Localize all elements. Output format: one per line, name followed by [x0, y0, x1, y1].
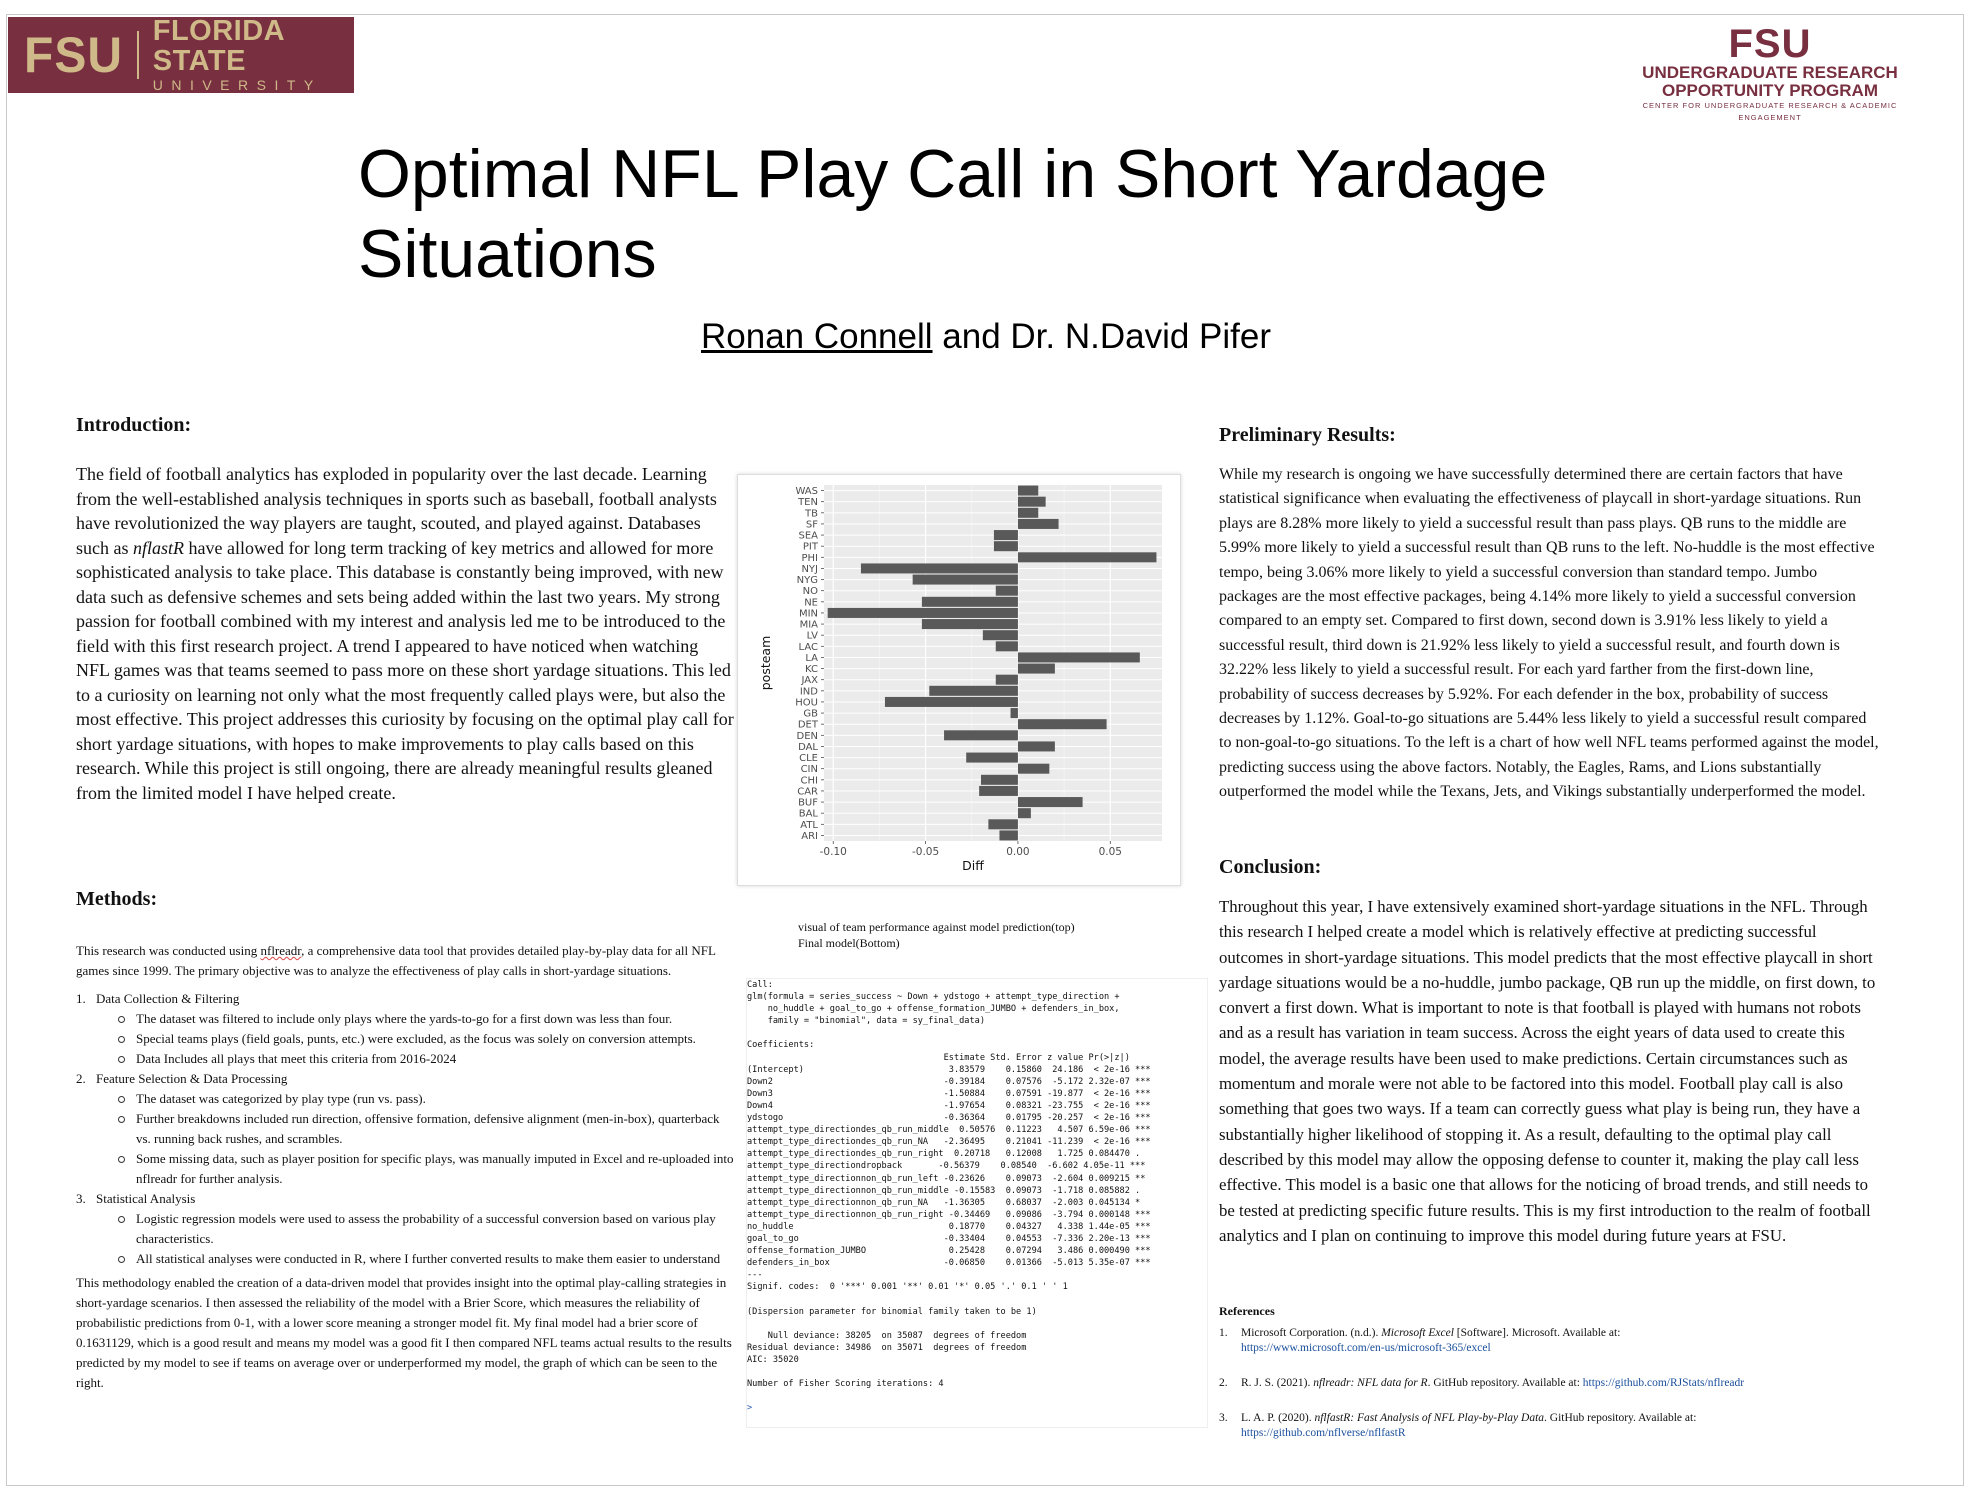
- r-output-line: Call:: [747, 980, 773, 990]
- figure-caption-line2: Final model(Bottom): [798, 936, 900, 950]
- methods-heading: Methods:: [76, 888, 158, 910]
- r-output-line: Down4 -1.97654 0.08321 -23.755 < 2e-16 ***: [747, 1100, 1151, 1111]
- y-tick-label: CAR: [797, 786, 818, 798]
- r-output-line: attempt_type_directionnon_qb_run_left -0.23626 0.09073 -2.604 0.009215 **: [747, 1173, 1146, 1184]
- bar-bal: [1018, 808, 1031, 818]
- fsu-logo-name-line1: FLORIDA STATE: [152, 15, 285, 77]
- poster-title-line2: Situations: [358, 216, 657, 292]
- y-tick-label: CHI: [800, 775, 818, 787]
- bar-la: [1018, 652, 1140, 662]
- methods-item: Special teams plays (field goals, punts, etc.) were excluded, as the focus was solely on conversion attempts.: [116, 1029, 736, 1049]
- bar-cle: [966, 753, 1018, 763]
- bar-ten: [1018, 497, 1046, 507]
- methods-step-items: [96, 1209, 736, 1269]
- r-output-line: no_huddle + goal_to_go + offense_formation_JUMBO + defenders_in_box,: [747, 1004, 1120, 1015]
- methods-item: The dataset was filtered to include only plays where the yards-to-go for a first down was less than four.: [116, 1009, 736, 1029]
- chart-svg: [738, 475, 1180, 885]
- methods-item: Logistic regression models were used to assess the probability of a successful conversion based on various play characteristics.: [116, 1209, 736, 1249]
- r-output-line: AIC: 35020: [747, 1354, 799, 1365]
- urop-logo-mark: FSU: [1728, 22, 1812, 66]
- reference-link[interactable]: https://www.microsoft.com/en-us/microsoft-365/excel: [1241, 1342, 1491, 1354]
- bar-atl: [988, 819, 1018, 829]
- methods-step-items: [96, 1009, 736, 1069]
- y-tick-label: PIT: [802, 541, 818, 553]
- bar-ari: [999, 830, 1017, 840]
- bar-ne: [922, 597, 1018, 607]
- reference-pre: R. J. S. (2021).: [1241, 1377, 1314, 1389]
- figure-caption-line1: visual of team performance against model prediction(top): [798, 920, 1075, 934]
- methods-step: [76, 1069, 736, 1189]
- conclusion-heading: Conclusion:: [1219, 856, 1322, 878]
- bar-ind: [929, 686, 1018, 696]
- r-output-line: goal_to_go -0.33404 0.04553 -7.336 2.20e-13 ***: [747, 1233, 1151, 1244]
- reference-post: . GitHub repository. Available at:: [1544, 1412, 1697, 1424]
- methods-closing: This methodology enabled the creation of a data-driven model that provides insight into the optimal play-calling strategies in short-yardage scenarios. I then assessed the reliability of the model with a Brier Score, which measures the reliability of probabilistic predictions from 0-1, with a lower score meaning a stronger model fit. My final model had a brier score of 0.1631129, which is a good result and means my model was a good fit I then compared NFL teams actual results to the results predicted by my model to see if teams on average over or underperformed my model, the graph of which can be seen to the right.: [76, 1275, 732, 1390]
- bar-sf: [1018, 519, 1059, 529]
- results-heading: Preliminary Results:: [1219, 424, 1396, 446]
- r-output-line: attempt_type_directiondes_qb_run_right 0.20718 0.12008 1.725 0.084470 .: [747, 1149, 1141, 1160]
- bar-phi: [1018, 552, 1157, 562]
- x-tick-label: 0.05: [1098, 846, 1122, 858]
- poster-title: [358, 134, 1658, 294]
- r-output-line: attempt_type_directiondes_qb_run_NA -2.36495 0.21041 -11.239 < 2e-16 ***: [747, 1137, 1151, 1148]
- y-tick-label: DET: [797, 719, 818, 731]
- r-output-line: attempt_type_directionnon_qb_run_middle -0.15583 0.09073 -1.718 0.085882 .: [747, 1185, 1141, 1196]
- y-tick-label: JAX: [801, 675, 818, 687]
- y-tick-label: DEN: [796, 730, 818, 742]
- r-output-line: (Dispersion parameter for binomial family taken to be 1): [747, 1306, 1037, 1317]
- reference-link[interactable]: https://github.com/nflverse/nflfastR: [1241, 1427, 1406, 1439]
- reference-item: [1219, 1376, 1859, 1391]
- r-output-line: [747, 1027, 1207, 1039]
- r-output-line: ---: [747, 1270, 763, 1281]
- introduction-text-a: The field of football analytics has exploded in popularity over the last decade. Learning from the well-established analysis techniques in sports such as baseball, football analysts have revolutionized the way players are taught, scouted, and played against. Databases such as: [76, 464, 717, 558]
- x-tick-label: -0.10: [819, 846, 847, 858]
- introduction-heading: Introduction:: [76, 414, 192, 436]
- introduction-text-b: have allowed for long term tracking of key metrics and allowed for more sophisticated analysis to take place. This database is constantly being improved, with new data such as defensive schemes and sets being added within the last two years. My strong passion for football combined with my interest and analysis led me to be introduced to the field with this first research project. A trend I appeared to have noticed when watching NFL games was that teams seemed to pass more on these short yardage situations. This led to a curiosity on learning not only what the most frequently called plays were, but also the most effective. This project addresses this curiosity by focusing on the optimal play call for short yardage situations, with hopes to make improvements to play calls based on this research. While this project is still ongoing, there are already meaningful results gleaned from the limited model I have helped create.: [76, 537, 734, 803]
- methods-steps: [76, 989, 736, 1269]
- methods-step: [76, 989, 736, 1069]
- bar-den: [944, 730, 1018, 740]
- r-output-line: Down2 -0.39184 0.07576 -5.172 2.32e-07 ***: [747, 1076, 1151, 1087]
- bar-jax: [996, 675, 1018, 685]
- y-tick-label: DAL: [798, 741, 818, 753]
- y-tick-label: BUF: [798, 797, 818, 809]
- bar-lv: [983, 630, 1018, 640]
- urop-logo-line2: OPPORTUNITY PROGRAM: [1662, 81, 1878, 100]
- bar-sea: [994, 530, 1018, 540]
- r-model-output: [746, 978, 1208, 1428]
- reference-item: [1219, 1411, 1859, 1441]
- y-tick-label: ATL: [800, 819, 818, 831]
- methods-step-title: Data Collection & Filtering: [96, 991, 240, 1006]
- fsu-logo-name-line2: UNIVERSITY: [152, 77, 322, 93]
- reference-post: . GitHub repository. Available at:: [1427, 1377, 1583, 1389]
- authors: [0, 317, 1972, 357]
- y-axis-label: posteam: [758, 635, 773, 691]
- bar-tb: [1018, 508, 1038, 518]
- introduction-italic: nflastR: [133, 537, 185, 558]
- bar-pit: [994, 541, 1018, 551]
- methods-intro-a: This research was conducted using: [76, 943, 261, 958]
- methods-step-num: 3.: [76, 1191, 86, 1206]
- conclusion-body: Throughout this year, I have extensively examined short-yardage situations in the NFL. Through this research I helped create a model which is relatively effective at predicting successful outcomes in short-yardage situations. This model predicts that the most effective playcall in short yardage situations would be a no-huddle, jumbo package, QB run up the middle, on first down, to convert a first down. What is important to note is that football is played with humans not robots and as a result has variation in team success. Across the eight years of data used to create this model, the average results have been used to make predictions. Certain circumstances such as momentum and morale were not able to be factored into this model. Football play call is also something that goes two ways. If a team can correctly guess what play is being run, they have a substantially higher likelihood of stopping it. As a result, defaulting to the optimal play call described by this model may allow the opposing defense to counter it, making the play call less effective. This model is a basic one that allows for the noticing of broad trends, and still needs to be tested at predicting specific future results. This is my first introduction to the realm of football analytics and I plan on continuing to improve this model during future years at FSU.: [1219, 897, 1876, 1245]
- r-output-line: ydstogo -0.36364 0.01795 -20.257 < 2e-16 ***: [747, 1113, 1151, 1124]
- y-tick-label: BAL: [798, 808, 818, 820]
- r-output-line: [747, 1318, 1207, 1330]
- y-tick-label: KC: [805, 664, 818, 676]
- y-tick-label: MIN: [798, 608, 818, 620]
- reference-link[interactable]: https://github.com/RJStats/nflreadr: [1582, 1377, 1745, 1389]
- reference-pre: L. A. P. (2020).: [1241, 1412, 1315, 1424]
- r-output-line: [747, 1366, 1207, 1378]
- reference-italic: Microsoft Excel: [1381, 1327, 1454, 1339]
- reference-post: [Software]. Microsoft. Available at:: [1453, 1327, 1621, 1339]
- reference-num: 1.: [1219, 1327, 1228, 1339]
- r-output-line: offense_formation_JUMBO 0.25428 0.07294 3.486 0.000490 ***: [747, 1246, 1151, 1257]
- y-tick-label: IND: [799, 686, 818, 698]
- bar-gb: [1011, 708, 1018, 718]
- bar-mia: [922, 619, 1018, 629]
- y-tick-label: CIN: [800, 764, 818, 776]
- reference-italic: nflreadr: NFL data for R: [1313, 1377, 1428, 1389]
- bar-nyg: [913, 575, 1018, 585]
- results-body: While my research is ongoing we have successfully determined there are certain factors that have statistical significance when evaluating the effectiveness of playcall in short-yardage situations. Run plays are 8.28% more likely to yield a successful result than pass plays. QB runs to the middle are 5.99% more likely to yield a successful result than QB runs to the left. No-huddle is the most effective tempo, being 3.06% more likely to yield a successful conversion than standard tempo. Jumbo packages are the most effective packages, being 4.14% more likely to yield a successful conversion compared to an empty set. Compared to first down, second down is 3.91% less likely to yield a successful result, third down is 21.92% less likely to yield a successful result, and fourth down is 32.22% less likely to yield a successful result. For each yard farther from the first-down line, probability of success decreases by 5.92%. For each defender in the box, probability of success decreases by 1.12%. Goal-to-go situations are 5.44% less likely to yield a successful result compared to non-goal-to-go situations. To the left is a chart of how well NFL teams performed against the model, predicting success using the above factors. Notably, the Eagles, Rams, and Lions substantially outperformed the model while the Texans, Jets, and Vikings substantially underperformed the model.: [1219, 466, 1879, 801]
- r-output-line: attempt_type_directiondropback -0.56379 0.08540 -6.602 4.05e-11 ***: [747, 1161, 1146, 1172]
- fsu-logo-letters: FSU: [24, 27, 123, 83]
- y-tick-label: PHI: [801, 552, 818, 564]
- methods-item: Some missing data, such as player position for specific plays, was manually imputed in Excel and re-uploaded into nflreadr for further analysis.: [116, 1149, 736, 1189]
- fsu-logo-name: [153, 16, 354, 94]
- r-output-line: no_huddle 0.18770 0.04327 4.338 1.44e-05 ***: [747, 1221, 1151, 1232]
- methods-step-items: [96, 1089, 736, 1189]
- r-output-line: Down3 -1.50884 0.07591 -19.877 < 2e-16 ***: [747, 1088, 1151, 1099]
- methods-intro: [76, 941, 736, 981]
- bar-no: [996, 586, 1018, 596]
- bar-nyj: [861, 563, 1018, 573]
- bar-dal: [1018, 741, 1055, 751]
- y-tick-label: LAC: [798, 641, 818, 653]
- references-heading: References: [1219, 1304, 1275, 1318]
- reference-pre: Microsoft Corporation. (n.d.).: [1241, 1327, 1382, 1339]
- fsu-logo-divider: [137, 31, 139, 79]
- reference-num: 3.: [1219, 1412, 1228, 1424]
- methods-step: [76, 1189, 736, 1269]
- methods-step-title: Feature Selection & Data Processing: [96, 1071, 288, 1086]
- r-output-line: attempt_type_directionnon_qb_run_right -0.34469 0.09086 -3.794 0.000148 ***: [747, 1209, 1151, 1220]
- y-tick-label: CLE: [799, 753, 818, 765]
- team-performance-chart: [737, 474, 1181, 886]
- y-tick-label: SF: [805, 519, 818, 531]
- x-tick-label: 0.00: [1006, 846, 1030, 858]
- methods-step-num: 1.: [76, 991, 86, 1006]
- introduction-body: [76, 462, 736, 805]
- bar-lac: [996, 641, 1018, 651]
- r-output-line: Estimate Std. Error z value Pr(>|z|): [747, 1052, 1130, 1063]
- r-output-line: defenders_in_box -0.06850 0.01366 -5.013 5.35e-07 ***: [747, 1258, 1151, 1269]
- r-output-line: Signif. codes: 0 '***' 0.001 '**' 0.01 '*' 0.05 '.' 0.1 ' ' 1: [747, 1282, 1068, 1293]
- y-tick-label: NYG: [796, 575, 818, 587]
- r-prompt: >: [747, 1403, 753, 1414]
- bar-min: [828, 608, 1018, 618]
- methods-item: Data Includes all plays that meet this criteria from 2016-2024: [116, 1049, 736, 1069]
- y-tick-label: LV: [806, 630, 818, 642]
- bar-car: [979, 786, 1018, 796]
- r-output-line: Number of Fisher Scoring iterations: 4: [747, 1379, 944, 1390]
- poster-title-line1: Optimal NFL Play Call in Short Yardage: [358, 136, 1548, 212]
- author-rest: and Dr. N.David Pifer: [932, 317, 1272, 356]
- reference-num: 2.: [1219, 1377, 1228, 1389]
- fsu-logo: [8, 17, 354, 93]
- urop-logo: [1620, 22, 1920, 122]
- x-tick-label: -0.05: [911, 846, 940, 858]
- r-output-line: family = "binomial", data = sy_final_data): [747, 1016, 985, 1027]
- methods-intro-b: , a comprehensive data tool that provides detailed play-by-play data for all NFL games since 1999. The primary objective was to analyze the effectiveness of play calls in short-yardage situations.: [76, 943, 716, 978]
- r-output-line: [747, 1293, 1207, 1305]
- r-output-line: attempt_type_directionnon_qb_run_NA -1.36305 0.68037 -2.003 0.045134 *: [747, 1197, 1141, 1208]
- urop-logo-line3: CENTER FOR UNDERGRADUATE RESEARCH & ACADEMIC ENGAGEMENT: [1642, 101, 1898, 122]
- methods-step-num: 2.: [76, 1071, 86, 1086]
- r-output-line: (Intercept) 3.83579 0.15860 24.186 < 2e-16 ***: [747, 1064, 1151, 1075]
- bar-was: [1018, 486, 1038, 496]
- y-tick-label: TB: [805, 508, 818, 520]
- methods-item: All statistical analyses were conducted in R, where I further converted results to make them easier to understand: [116, 1249, 736, 1269]
- bar-chi: [981, 775, 1018, 785]
- figure-caption: [798, 919, 1075, 951]
- y-tick-label: NYJ: [801, 563, 818, 575]
- y-tick-label: MIA: [799, 619, 818, 631]
- methods-item: Further breakdowns included run direction, offensive formation, defensive alignment (men-in-box), quarterback vs. running back rushes, and scrambles.: [116, 1109, 736, 1149]
- methods-step-title: Statistical Analysis: [96, 1191, 196, 1206]
- reference-italic: nflfastR: Fast Analysis of NFL Play-by-Play Data: [1314, 1412, 1545, 1424]
- r-output-line: Coefficients:: [747, 1040, 815, 1051]
- methods-intro-link: nflreadr: [260, 943, 302, 958]
- y-tick-label: HOU: [795, 697, 818, 709]
- methods-body: [76, 941, 736, 1393]
- y-tick-label: NO: [802, 586, 818, 598]
- bar-buf: [1018, 797, 1083, 807]
- y-tick-label: NE: [804, 597, 818, 609]
- reference-item: [1219, 1326, 1859, 1356]
- author-primary: Ronan Connell: [700, 317, 933, 356]
- y-tick-label: LA: [805, 652, 818, 664]
- r-output-line: Null deviance: 38205 on 35087 degrees of freedom: [747, 1330, 1027, 1341]
- methods-item: The dataset was categorized by play type (run vs. pass).: [116, 1089, 736, 1109]
- urop-logo-line1: UNDERGRADUATE RESEARCH: [1642, 63, 1898, 82]
- r-output-line: glm(formula = series_success ~ Down + ydstogo + attempt_type_direction +: [747, 992, 1120, 1003]
- references-list: [1219, 1326, 1859, 1441]
- y-tick-label: SEA: [798, 530, 818, 542]
- bar-cin: [1018, 764, 1049, 774]
- bar-kc: [1018, 664, 1055, 674]
- r-output-line: [747, 1390, 1207, 1402]
- bar-hou: [885, 697, 1018, 707]
- r-output-line: attempt_type_directiondes_qb_run_middle 0.50576 0.11223 4.507 6.59e-06 ***: [747, 1125, 1151, 1136]
- y-tick-label: TEN: [798, 497, 818, 509]
- x-axis-label: Diff: [962, 858, 984, 873]
- r-output-line: Residual deviance: 34986 on 35071 degrees of freedom: [747, 1342, 1027, 1353]
- y-tick-label: ARI: [801, 830, 818, 842]
- y-tick-label: WAS: [795, 486, 818, 498]
- bar-det: [1018, 719, 1107, 729]
- y-tick-label: GB: [803, 708, 818, 720]
